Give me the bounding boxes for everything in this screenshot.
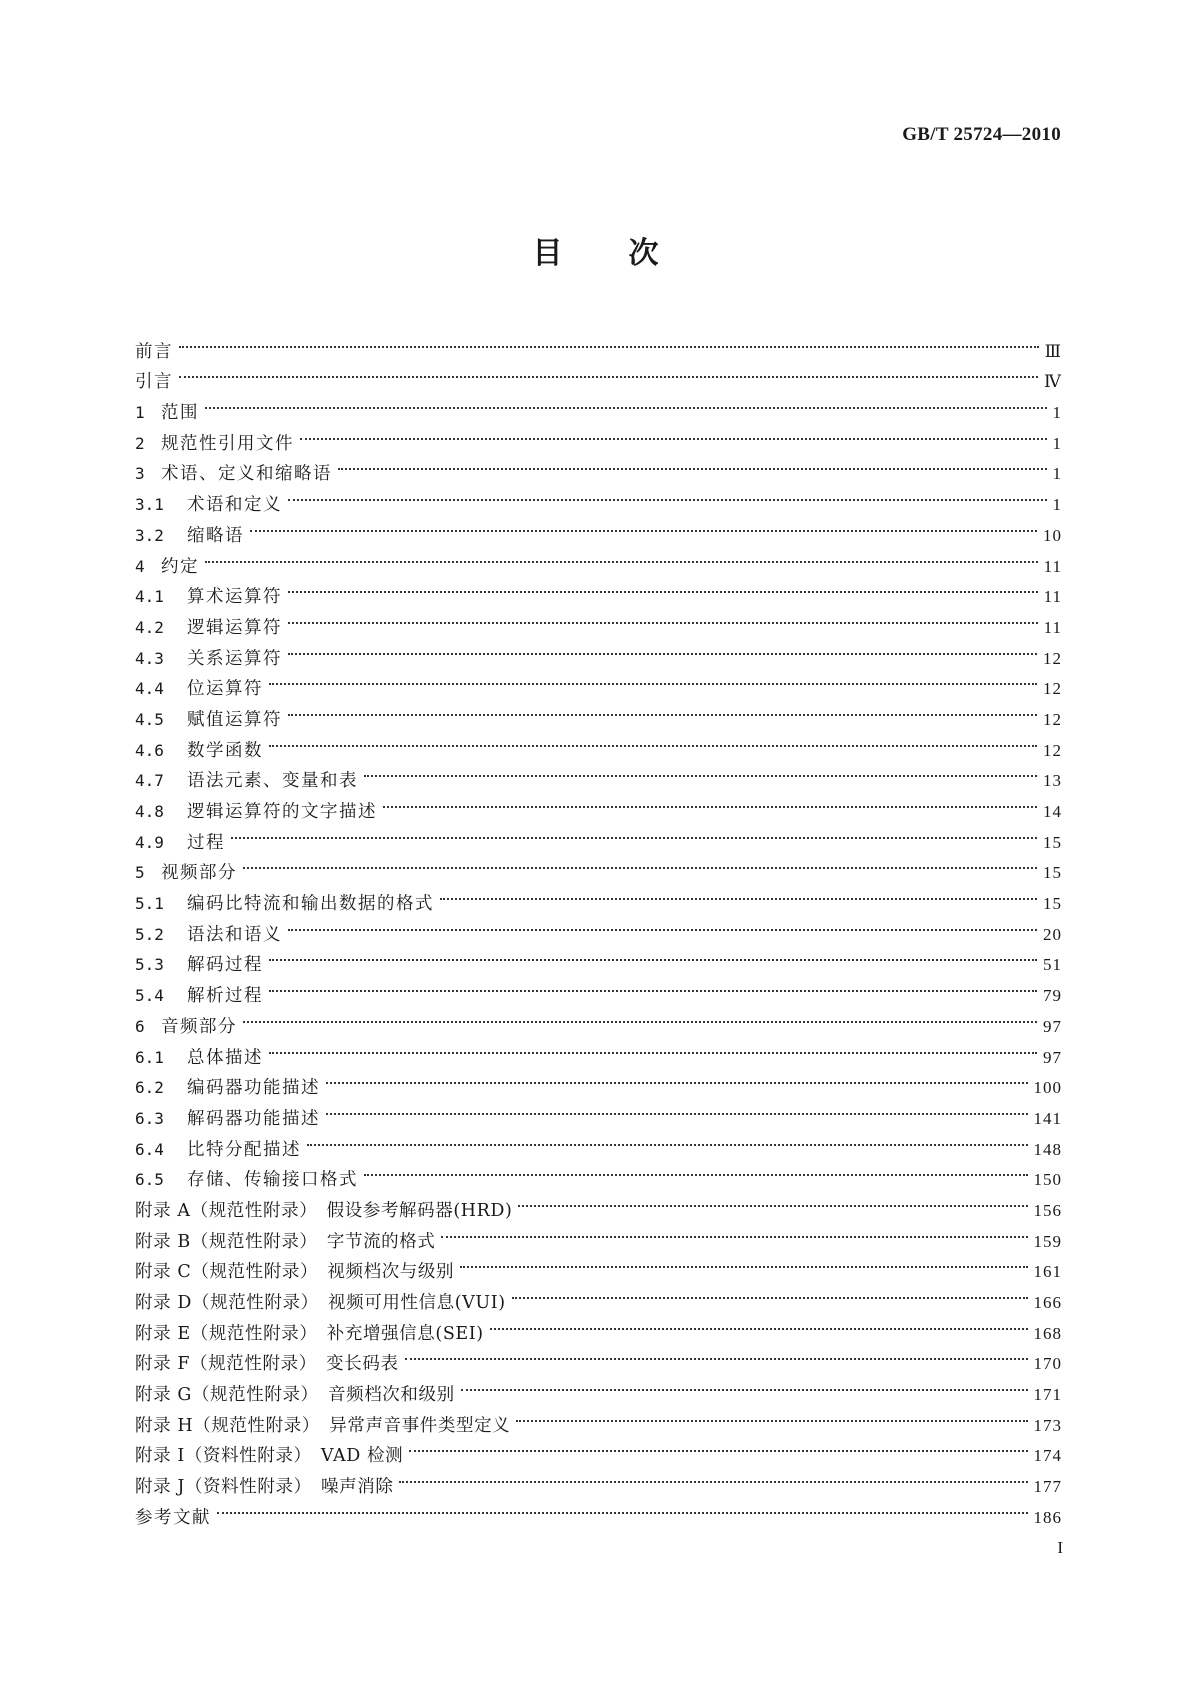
toc-dot-leader [288, 572, 1038, 603]
toc-entry-title: 过程 [187, 832, 225, 853]
toc-entry-page: 20 [1043, 924, 1062, 944]
toc-entry-page: 166 [1033, 1293, 1062, 1312]
toc-entry-page: 12 [1043, 709, 1062, 729]
toc-dot-leader [243, 1001, 1037, 1032]
toc-entry-title: 附录 D（规范性附录） 视频可用性信息(VUI) [135, 1293, 506, 1313]
toc-entry[interactable] [135, 1063, 1062, 1099]
toc-entry[interactable] [135, 387, 1062, 424]
toc-entry-title: 解码过程 [187, 955, 263, 976]
toc-entry[interactable] [135, 541, 1062, 577]
toc-entry-page: 186 [1033, 1507, 1062, 1527]
toc-dot-leader [405, 1339, 1028, 1370]
toc-entry-page: 148 [1033, 1139, 1062, 1159]
toc-dot-leader [179, 357, 1038, 388]
toc-entry[interactable] [135, 848, 1062, 884]
toc-entry-title: 编码比特流和输出数据的格式 [187, 894, 434, 915]
toc-entry-title: 音频部分 [161, 1016, 237, 1037]
toc-dot-leader [205, 387, 1047, 418]
toc-entry-title: 数学函数 [187, 740, 263, 761]
toc-entry-title: 引言 [135, 372, 173, 393]
toc-entry-number: 4.8 [135, 802, 164, 821]
toc-entry-number: 6.5 [135, 1170, 164, 1190]
toc-dot-leader [409, 1431, 1027, 1462]
toc-entry-page: 173 [1033, 1415, 1062, 1435]
toc-entry-page: 150 [1033, 1170, 1062, 1190]
toc-entry-number: 3.2 [135, 525, 164, 545]
toc-dot-leader [205, 541, 1038, 572]
toc-dot-leader [269, 970, 1037, 1001]
toc-dot-leader [250, 510, 1037, 541]
toc-entry[interactable] [135, 725, 1062, 761]
toc-entry-number: 6.3 [135, 1108, 164, 1128]
toc-dot-leader [338, 449, 1047, 480]
toc-dot-leader [326, 1093, 1028, 1124]
toc-entry-number: 4.5 [135, 709, 164, 729]
toc-dot-leader [490, 1308, 1028, 1339]
toc-entry[interactable] [135, 756, 1062, 792]
toc-entry-page: 15 [1043, 894, 1062, 914]
toc-entry-title: 附录 C（规范性附录） 视频档次与级别 [135, 1262, 455, 1283]
toc-entry-number: 6 [135, 1016, 145, 1036]
toc-entry-page: 79 [1043, 986, 1062, 1006]
toc-dot-leader [288, 633, 1037, 664]
toc-entry-number: 5.2 [135, 924, 164, 944]
toc-entry-page: 14 [1043, 802, 1062, 821]
toc-entry-title: 逻辑运算符 [187, 617, 282, 638]
toc-entry-title: 逻辑运算符的文字描述 [187, 802, 377, 822]
toc-entry[interactable] [135, 1492, 1062, 1528]
toc-entry-title: 语法元素、变量和表 [187, 771, 358, 792]
toc-title: 目次 [532, 236, 725, 271]
toc-entry-title: 附录 H（规范性附录） 异常声音事件类型定义 [135, 1415, 511, 1436]
toc-entry-title: 附录 J（资料性附录） 噪声消除 [135, 1477, 394, 1498]
table-of-contents [135, 326, 1062, 1528]
toc-dot-leader [460, 1247, 1027, 1278]
toc-entry-number: 4.7 [135, 771, 164, 791]
toc-entry-page: 15 [1043, 863, 1062, 883]
toc-entry[interactable] [135, 1032, 1062, 1068]
toc-entry-title: 附录 B（规范性附录） 字节流的格式 [135, 1231, 436, 1252]
toc-entry-page: 177 [1033, 1477, 1062, 1497]
page-number: I [1057, 1538, 1063, 1557]
toc-entry[interactable] [135, 817, 1062, 853]
toc-entry-number: 4.2 [135, 617, 164, 637]
toc-entry-title: 比特分配描述 [187, 1139, 301, 1160]
toc-dot-leader [461, 1369, 1028, 1400]
toc-entry-title: 算术运算符 [187, 587, 282, 608]
toc-entry-title: 编码器功能描述 [187, 1078, 320, 1099]
toc-dot-leader [326, 1063, 1028, 1094]
toc-entry-page: 97 [1043, 1016, 1062, 1036]
toc-entry[interactable] [135, 664, 1062, 700]
toc-entry-number: 6.2 [135, 1078, 164, 1098]
toc-entry-title: 前言 [135, 341, 173, 362]
toc-entry-title: 术语和定义 [187, 495, 282, 516]
toc-entry-number: 5.4 [135, 986, 164, 1006]
toc-dot-leader [179, 326, 1039, 357]
toc-entry-number: 4.9 [135, 832, 164, 852]
toc-entry-page: 170 [1033, 1354, 1062, 1374]
toc-dot-leader [243, 848, 1037, 879]
toc-entry-page: 51 [1043, 955, 1062, 975]
toc-entry-number: 5.3 [135, 955, 164, 975]
toc-entry[interactable] [135, 357, 1062, 393]
toc-dot-leader [399, 1461, 1027, 1492]
toc-entry-page: 1 [1052, 433, 1062, 453]
toc-entry-page: 161 [1033, 1262, 1062, 1282]
toc-entry[interactable] [135, 694, 1062, 730]
toc-entry-page: 10 [1043, 525, 1062, 545]
toc-dot-leader [383, 786, 1037, 817]
toc-entry-page: 97 [1043, 1047, 1062, 1067]
toc-entry-title: 范围 [161, 403, 199, 424]
toc-entry-page: 15 [1043, 832, 1062, 852]
toc-dot-leader [288, 909, 1037, 940]
toc-entry-page: 12 [1043, 740, 1062, 760]
toc-dot-leader [269, 940, 1037, 971]
toc-dot-leader [440, 878, 1037, 909]
toc-dot-leader [300, 418, 1047, 449]
toc-entry-number: 5 [135, 863, 145, 883]
toc-dot-leader [288, 602, 1038, 633]
toc-entry-page: 141 [1033, 1108, 1062, 1128]
toc-entry-title: 约定 [161, 556, 199, 577]
toc-entry-page: 174 [1033, 1446, 1062, 1466]
toc-entry-title: 存储、传输接口格式 [187, 1170, 358, 1191]
toc-entry-number: 2 [135, 433, 145, 453]
toc-dot-leader [441, 1216, 1027, 1247]
toc-entry-page: 11 [1043, 617, 1062, 637]
toc-entry-page: 159 [1033, 1231, 1062, 1251]
toc-entry[interactable] [135, 970, 1062, 1007]
toc-entry-page: 100 [1033, 1078, 1062, 1098]
toc-dot-leader [217, 1492, 1028, 1523]
toc-dot-leader [364, 756, 1037, 787]
toc-entry-number: 4.6 [135, 740, 164, 760]
toc-entry-page: Ⅲ [1044, 341, 1062, 361]
toc-entry-number: 3.1 [135, 495, 164, 515]
toc-entry-page: 168 [1033, 1323, 1062, 1343]
toc-entry-number: 6.1 [135, 1047, 164, 1067]
toc-entry-page: 13 [1043, 771, 1062, 791]
toc-entry-page: Ⅳ [1044, 372, 1062, 392]
toc-dot-leader [269, 1032, 1037, 1063]
toc-dot-leader [288, 479, 1047, 510]
toc-entry-number: 4 [135, 556, 145, 576]
toc-entry-title: 关系运算符 [187, 648, 282, 669]
toc-entry[interactable] [135, 878, 1062, 915]
toc-entry-title: 赋值运算符 [187, 709, 282, 730]
toc-entry-page: 12 [1043, 679, 1062, 699]
toc-entry-page: 11 [1043, 587, 1062, 607]
toc-entry-title: 附录 I（资料性附录） VAD 检测 [135, 1446, 404, 1467]
toc-entry-title: 缩略语 [187, 525, 244, 546]
toc-entry-title: 术语、定义和缩略语 [161, 464, 332, 485]
toc-dot-leader [307, 1124, 1028, 1155]
toc-entry-page: 156 [1033, 1200, 1062, 1220]
toc-entry-number: 6.4 [135, 1139, 164, 1159]
toc-entry-title: 附录 A（规范性附录） 假设参考解码器(HRD) [135, 1200, 513, 1221]
toc-dot-leader [231, 817, 1037, 848]
standard-code: GB/T 25724—2010 [902, 124, 1061, 145]
toc-dot-leader [269, 664, 1037, 695]
toc-entry-title: 解析过程 [187, 986, 263, 1007]
toc-entry-title: 参考文献 [135, 1507, 211, 1528]
toc-entry-title: 解码器功能描述 [187, 1108, 320, 1129]
toc-entry[interactable] [135, 326, 1062, 362]
toc-entry-page: 1 [1052, 495, 1062, 515]
toc-entry-title: 附录 E（规范性附录） 补充增强信息(SEI) [135, 1323, 484, 1344]
toc-dot-leader [516, 1400, 1027, 1431]
toc-entry-title: 规范性引用文件 [161, 433, 294, 454]
toc-entry-title: 附录 G（规范性附录） 音频档次和级别 [135, 1385, 455, 1406]
toc-entry-title: 位运算符 [187, 679, 263, 700]
toc-entry-title: 附录 F（规范性附录） 变长码表 [135, 1354, 399, 1375]
toc-entry-number: 1 [135, 403, 145, 423]
toc-entry-number: 4.1 [135, 587, 164, 607]
toc-entry-page: 1 [1052, 464, 1062, 484]
toc-entry[interactable] [135, 510, 1062, 546]
toc-entry[interactable] [135, 940, 1062, 976]
toc-entry-number: 4.4 [135, 679, 164, 699]
toc-entry-number: 4.3 [135, 648, 164, 668]
toc-dot-leader [512, 1277, 1028, 1308]
toc-entry-page: 12 [1043, 648, 1062, 668]
toc-dot-leader [269, 725, 1037, 756]
toc-entry-title: 总体描述 [187, 1047, 263, 1068]
toc-entry-page: 1 [1052, 403, 1062, 423]
toc-entry-page: 11 [1043, 556, 1062, 576]
toc-entry-title: 视频部分 [161, 863, 237, 884]
toc-entry[interactable] [135, 418, 1062, 454]
toc-dot-leader [518, 1185, 1027, 1216]
toc-entry-number: 3 [135, 464, 145, 484]
toc-dot-leader [364, 1155, 1028, 1186]
toc-entry-number: 5.1 [135, 894, 164, 914]
toc-entry-page: 171 [1033, 1385, 1062, 1405]
toc-dot-leader [288, 694, 1037, 725]
toc-entry-title: 语法和语义 [187, 924, 282, 945]
toc-entry[interactable] [135, 572, 1062, 608]
toc-entry[interactable] [135, 1001, 1062, 1037]
